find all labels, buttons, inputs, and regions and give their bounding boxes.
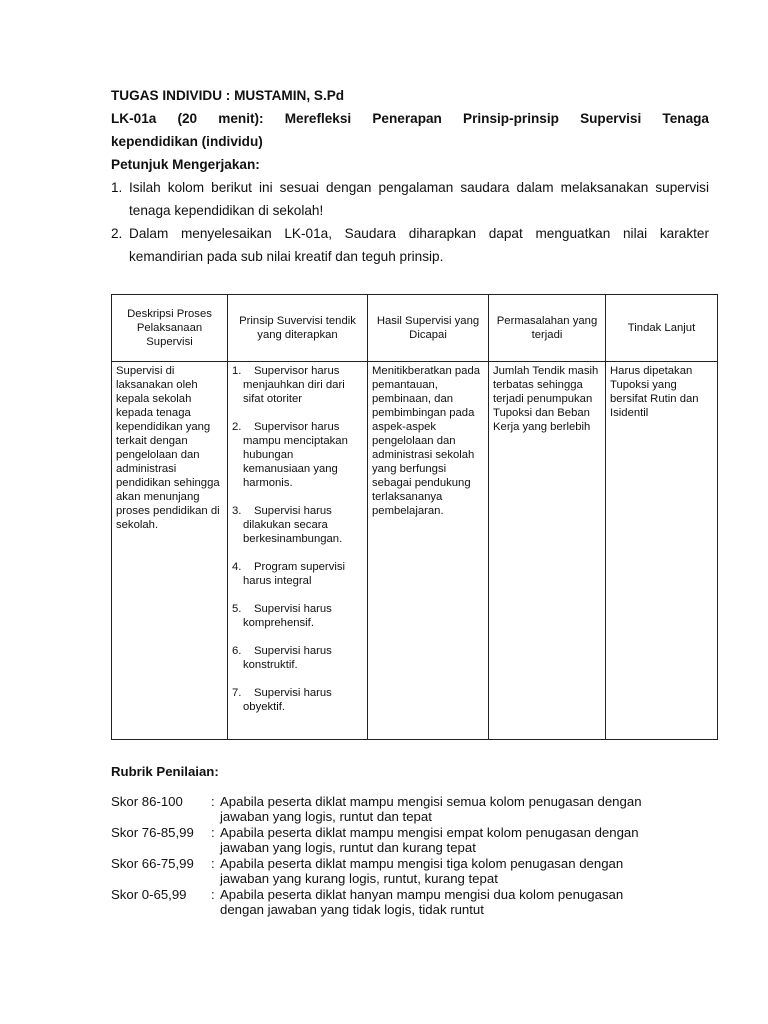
prinsip-cell [228,362,368,740]
table-header-cell: Deskripsi Proses Pelaksanaan Supervisi [112,295,228,362]
lk-title-line1: LK-01a (20 menit): Merefleksi Penerapan Prinsip-prinsip Supervisi Tenaga [111,111,709,126]
instruction-item-1 [111,180,709,220]
rubrik-description: Apabila peserta diklat mampu mengisi semua kolom penugasan dengan [220,794,642,809]
colon: : [211,887,215,902]
instruction-number: 1. [111,180,123,195]
rubrik-heading: Rubrik Penilaian: [111,764,219,779]
prinsip-list [232,364,363,714]
rubrik-description: dengan jawaban yang tidak logis, tidak runtut [220,902,484,917]
hasil-cell: Menitikberatkan pada pemantauan, pembinaan, dan pembimbingan pada aspek-aspek pengelolaan dan administrasi sekolah yang berfungsi sebagai pendukung terlaksananya pembelajaran. [368,362,489,740]
instruction-text: tenaga kependidikan di sekolah! [129,203,324,218]
page-title: TUGAS INDIVIDU : MUSTAMIN, S.Pd [111,88,345,103]
prinsip-item: 7. Supervisi harus obyektif. [232,687,332,713]
deskripsi-cell: Supervisi di laksanakan oleh kepala sekolah kepada tenaga kependidikan yang terkait dengan pengelolaan dan administrasi pendidikan sehingga akan menunjang proses pendidikan di sekolah. [112,362,228,740]
table-header-row [112,295,718,362]
prinsip-item: 4. Program supervisi harus integral [232,561,346,587]
table-header-cell: Tindak Lanjut [606,295,718,362]
instruction-item-2 [111,226,709,266]
table-header-cell: Hasil Supervisi yang Dicapai [368,295,489,362]
skor-label: Skor 76-85,99 [111,825,194,840]
rubrik-item [111,825,731,855]
tindak-lanjut-cell: Harus dipetakan Tupoksi yang bersifat Rutin dan Isidentil [606,362,718,740]
colon: : [211,825,215,840]
rubrik-item [111,856,731,886]
prinsip-item: 6. Supervisi harus konstruktif. [232,645,332,671]
supervision-table [111,294,718,740]
instruction-text: Isilah kolom berikut ini sesuai dengan pengalaman saudara dalam melaksanakan supervisi [129,180,709,195]
table-header-cell: Permasalahan yang terjadi [489,295,606,362]
skor-label: Skor 66-75,99 [111,856,194,871]
rubrik-description: jawaban yang logis, runtut dan kurang tepat [220,840,476,855]
rubrik-description: Apabila peserta diklat mampu mengisi tiga kolom penugasan dengan [220,856,624,871]
rubrik-description: jawaban yang logis, runtut dan tepat [220,809,432,824]
prinsip-item: 5. Supervisi harus komprehensif. [232,603,332,629]
rubrik-item [111,887,731,917]
rubrik-description: jawaban yang kurang logis, runtut, kurang tepat [220,871,498,886]
prinsip-item: 3. Supervisi harus dilakukan secara berkesinambungan. [232,505,343,545]
instruction-number: 2. [111,226,123,241]
instruction-text: Dalam menyelesaikan LK-01a, Saudara diharapkan dapat menguatkan nilai karakter [129,226,709,241]
skor-label: Skor 86-100 [111,794,183,809]
rubrik-description: Apabila peserta diklat mampu mengisi empat kolom penugasan dengan [220,825,639,840]
rubrik-description: Apabila peserta diklat hanyan mampu mengisi dua kolom penugasan [220,887,624,902]
prinsip-item: 2. Supervisor harus mampu menciptakan hubungan kemanusiaan yang harmonis. [232,421,348,489]
table-row [112,362,718,740]
colon: : [211,794,215,809]
instruction-text: kemandirian pada sub nilai kreatif dan teguh prinsip. [129,249,444,264]
rubrik-item [111,794,731,824]
permasalahan-cell: Jumlah Tendik masih terbatas sehingga terjadi penumpukan Tupoksi dan Beban Kerja yang berlebih [489,362,606,740]
skor-label: Skor 0-65,99 [111,887,187,902]
colon: : [211,856,215,871]
lk-title-line2: kependidikan (individu) [111,134,263,149]
petunjuk-heading: Petunjuk Mengerjakan: [111,157,260,172]
table-header-cell: Prinsip Suvervisi tendik yang diterapkan [228,295,368,362]
prinsip-item: 1. Supervisor harus menjauhkan diri dari sifat otoriter [232,365,345,405]
